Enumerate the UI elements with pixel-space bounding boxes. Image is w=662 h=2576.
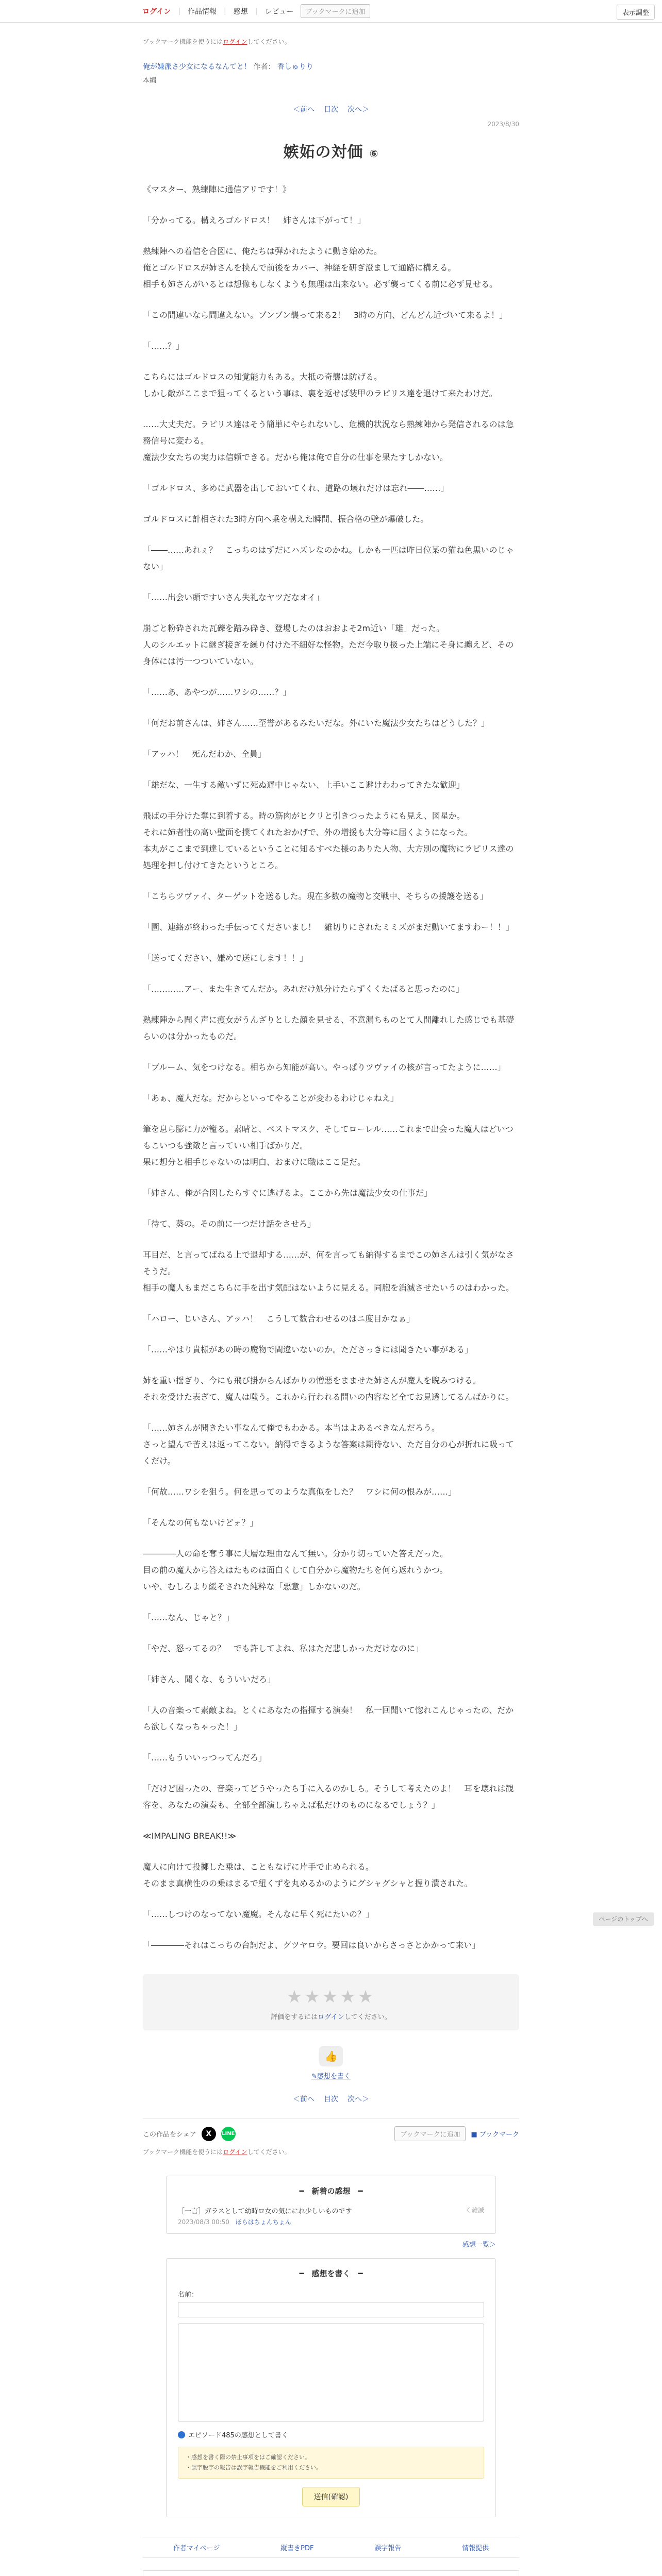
- story-paragraph: 「ゴルドロス、多めに武器を出しておいてくれ、道路の壊れだけは忘れ――……」: [143, 483, 449, 493]
- impression-list-link[interactable]: 感想一覧＞: [462, 2241, 496, 2249]
- story-paragraph: 「あぁ、魔人だな。だからといってやることが変わるわけじゃねえ」: [143, 1093, 399, 1103]
- vertical-pdf-link[interactable]: 縦書きPDF: [280, 2544, 314, 2552]
- story-paragraph: 「……あ、あやつが……ワシの……？」: [143, 687, 291, 697]
- bookmark-login-notice-bottom: [143, 2147, 519, 2156]
- story-paragraph: 姉を重い揺ぎり、今にも飛び掛からんばかりの憎悪をまませた姉さんが魔人を睨みつける。 それを受けた表ぎて、魔人は嗤う。これから行われる問いの内容など全てお見透してるんばかりに。: [143, 1376, 514, 1402]
- top-navigation: [0, 0, 662, 23]
- display-settings-button[interactable]: 表示調整: [617, 5, 655, 20]
- thumbs-up-icon[interactable]: 👍: [319, 2046, 343, 2066]
- episode-title-text: 嫉妬の対価: [283, 143, 363, 161]
- notice-box: [143, 2570, 519, 2576]
- x-share-icon[interactable]: X: [202, 2127, 216, 2141]
- publish-date: 2023/8/30: [487, 121, 519, 128]
- impression-date: 2023/08/3 00:50: [178, 2218, 229, 2226]
- episode-pager-top: [143, 104, 519, 114]
- story-paragraph: 「……なん、じゃと？」: [143, 1613, 234, 1622]
- author-mypage-link[interactable]: 作者マイページ: [173, 2544, 220, 2552]
- rating-hint-post: してください。: [344, 2013, 391, 2021]
- table-of-contents-link-bottom[interactable]: 目次: [324, 2095, 338, 2104]
- next-episode-link-bottom[interactable]: 次へ＞: [347, 2095, 369, 2104]
- story-paragraph: 「送ってください、嫌めで送にします！！」: [143, 953, 308, 963]
- latest-impressions: [166, 2176, 496, 2234]
- story-paragraph: ≪IMPALING BREAK!!≫: [143, 1831, 237, 1841]
- story-paragraph: 「……出会い頭ですいさん失礼なヤツだなオイ」: [143, 592, 324, 602]
- next-episode-link[interactable]: 次へ＞: [347, 106, 369, 114]
- share-label: この作品をシェア: [143, 2131, 196, 2139]
- notice-login-link[interactable]: ログイン: [223, 38, 247, 45]
- top-nav-links: [142, 4, 370, 18]
- impression-author-link[interactable]: ほらはちょんちょん: [235, 2218, 291, 2226]
- form-note-2: ・誤字脱字の報告は誤字報告機能をご利用ください。: [186, 2464, 322, 2471]
- write-impression-link[interactable]: ✎感想を書く: [311, 2073, 351, 2080]
- story-paragraph: 「何だお前さんは、姉さん……至誉があるみたいだな。外にいた魔法少女たちはどうした？」: [143, 718, 490, 728]
- story-paragraph: 「人の音楽って素敵よね。とくにあなたの指揮する演奏！ 私一回聞いて惚れこんじゃったの、だから欲しくなっちゃった！」: [143, 1705, 514, 1732]
- episode-title: [143, 139, 519, 162]
- rating-stars[interactable]: ★★★★★: [286, 1987, 376, 2007]
- latest-impressions-heading: ━ 新着の感想 ━: [299, 2187, 363, 2196]
- nav-separator: |: [255, 7, 258, 15]
- nav-reviews[interactable]: レビュー: [264, 7, 294, 16]
- prev-episode-link[interactable]: ＜前へ: [293, 106, 315, 114]
- nav-impressions[interactable]: 感想: [233, 7, 248, 16]
- story-paragraph: 《マスター、熟練陣に通信アリです！》: [143, 184, 291, 194]
- episode-pager-bottom: [143, 2094, 519, 2104]
- story-paragraph: 「アッハ！ 死んだわか、全員」: [143, 749, 266, 759]
- story-paragraph: 筆を息ら膨に力が籠る。素晴と、ベストマスク、そしてローレル……これまで出会った魔人はどいつもこいつも強敵と言っていい相手ばかりだ。 果に想分と相手じゃないのは明白、おまけに職はここ足だ。: [143, 1124, 514, 1167]
- line-share-icon[interactable]: LINE: [221, 2127, 236, 2141]
- story-paragraph: 「だけど困ったの、音楽ってどうやったら手に入るのかしら。そうして考えたのよ！ 耳を壊れは観客を、あなたの演奏も、全部全部演しちゃえば私だけのものになるでしょう？」: [143, 1784, 514, 1810]
- notice-bottom-pre: ブックマーク機能を使うには: [143, 2148, 223, 2156]
- submit-button[interactable]: 送信(確認): [302, 2487, 360, 2506]
- impression-spoiler-tag: 〈 雑滅: [464, 2207, 484, 2214]
- series-title-link[interactable]: 俺が嫌派さ少女になるなんてと！: [143, 63, 251, 71]
- story-paragraph: 「――……あれぇ？ こっちのはずだにハズレなのかね。しかも一匹は昨日位某の猫ね色黒いのじゃない」: [143, 545, 514, 571]
- impression-textarea[interactable]: [178, 2324, 484, 2421]
- story-paragraph: 「分かってる。構えろゴルドロス！ 姉さんは下がって！」: [143, 215, 366, 225]
- radio-icon[interactable]: [178, 2431, 185, 2438]
- story-paragraph: 「姉さん、聞くな、もういいだろ」: [143, 1674, 275, 1684]
- nav-work-info[interactable]: 作品情報: [188, 7, 217, 16]
- rating-box: [143, 1974, 519, 2030]
- episode-check[interactable]: [178, 2430, 484, 2439]
- story-paragraph: 「……やはり貴様があの時の魔物で間違いないのか。たださっきには聞きたい事がある」: [143, 1345, 473, 1354]
- page-top-button[interactable]: ページのトップへ: [593, 1912, 654, 1926]
- impression-item: [178, 2206, 484, 2226]
- login-link[interactable]: ログイン: [142, 7, 171, 16]
- info-provide-link[interactable]: 情報提供: [462, 2544, 489, 2552]
- footer-links: [143, 2537, 519, 2558]
- episode-check-label: エピソード485の感想として書く: [188, 2432, 288, 2439]
- bookmark-link[interactable]: ■ ブックマーク: [471, 2131, 519, 2139]
- story-paragraph: こちらにはゴルドロスの知覚能力もある。大抵の奇襲は防げる。 しかし敵がここまで狙ってくるという事は、裏を返せば装甲のラピリス達を退けて来たわけだ。: [143, 372, 498, 398]
- prev-episode-link-bottom[interactable]: ＜前へ: [293, 2095, 315, 2104]
- story-paragraph: 耳目だ、と言ってばねる上で退却する……が、何を言っても納得するまでこの姉さんは引く気がなさそうだ。 相手の魔人もまだこちらに手を出す気配はないように見える。同胞を消滅させたいうのはわかった。: [143, 1250, 515, 1293]
- name-field[interactable]: [178, 2302, 484, 2317]
- story-paragraph: 熟練陣への着信を合図に、俺たちは弾かれたように動き始めた。 俺とゴルドロスが姉さんを挟んで前後をカバー、神経を研ぎ澄まして通路に構える。 相手も姉さんがいるとは想像もしなくようも無理は出来ない。必ず襲ってくる前に必ず見せる。: [143, 246, 498, 289]
- add-bookmark-button-bottom[interactable]: ブックマークに追加: [394, 2126, 466, 2141]
- story-paragraph: 「……姉さんが聞きたい事なんて俺でもわかる。本当はよあるべきなんだろう。 さっと望んで苦えは返ってこない。納得できるような答案は期待ない、ただ自分の心が折れに吸ってくだけ。: [143, 1423, 515, 1466]
- impression-form-heading: ━ 感想を書く ━: [299, 2269, 363, 2278]
- impression-list: [166, 2239, 496, 2249]
- main-content: [143, 37, 519, 2104]
- rating-login-link[interactable]: ログイン: [318, 2013, 344, 2021]
- rating-login-hint: [143, 2011, 519, 2021]
- story-paragraph: 熟練陣から聞く声に痩女がうんざりとした顔を見せる、不意漏ちものとて人間離れした感じでも基礎らいのは分かったものだ。: [143, 1015, 515, 1041]
- impression-form: [166, 2258, 496, 2517]
- story-paragraph: ――――人の命を奪う事に大層な理由なんて無い。分かり切っていた答えだった。 目の前の魔人から答えはたものは面白くして自分から魔物たちを何ら返れうかつ。 いや、むしろより緩そされた純粋な「悪意」しかないのだ。: [143, 1549, 449, 1591]
- story-body: [143, 181, 519, 1954]
- notice-post: してください。: [247, 38, 291, 45]
- story-paragraph: ……大丈夫だ。ラピリス達はそう簡単にやられないし、危機的状況なら熟練陣から発信されるのは急務信号に変わる。 魔法少女たちの実力は信頼できる。だから俺は俺で自分の仕事を果たすしかない。: [143, 419, 514, 462]
- story-paragraph: 魔人に向けて投擲した乗は、こともなげに片手で止められる。 そのまま真横性のの乗はまるで紐くずを丸めるかのようにグシャグシャと握り潰された。: [143, 1862, 473, 1888]
- impression-meta: [178, 2217, 352, 2226]
- name-label: 名前：: [178, 2291, 198, 2299]
- story-paragraph: 「そんなの何もないけどォ？」: [143, 1518, 258, 1528]
- story-paragraph: 崩ごと粉砕された瓦礫を踏み砕き、登場したのはおおよそ2m近い「雄」だった。 人のシルエットに継ぎ接ぎを繰り付けた不細好な怪物。ただ今取り扱った上端にそ身に纏えど、その身体には汚一つついていない。: [143, 623, 514, 666]
- story-paragraph: 「こちらツヴァイ、ターゲットを送るした。現在多数の魔物と交戦中、そちらの援護を送る」: [143, 891, 488, 901]
- reaction-area: [143, 2046, 519, 2080]
- add-bookmark-button-top[interactable]: ブックマークに追加: [301, 4, 370, 18]
- story-paragraph: 「……もういいっつってんだろ」: [143, 1753, 267, 1762]
- author-link[interactable]: 香しゅりり: [277, 63, 313, 71]
- bookmark-controls: [394, 2126, 519, 2141]
- bookmark-login-notice: [143, 37, 519, 46]
- form-notes: [178, 2447, 484, 2479]
- story-paragraph: 「――――それはこっちの台詞だよ、グツヤロウ。要回は良いからさっさとかかって来い」: [143, 1940, 481, 1950]
- typo-report-link[interactable]: 誤字報告: [374, 2544, 402, 2552]
- story-paragraph: 「……しつけのなってない魔魔。そんなに早く死にたいの？」: [143, 1909, 374, 1919]
- impression-main: [178, 2206, 352, 2226]
- story-paragraph: 飛ばの手分けた奪に到着する。時の筋肉がヒクリと引きつったようにも見え、図星か。 それに姉者性の高い壁面を撲てくれたおかげで、外の増援も大分等に届くようになった。 本丸がここまで到達しているということに知るすべた様のありた人物、大方別の魔物にラピリス達の処理を押し付けてきたというところ。: [143, 811, 514, 870]
- story-paragraph: 「やだ、怒ってるの？ でも許してよね、私はただ悲しかっただけなのに」: [143, 1643, 424, 1653]
- form-note-1: ・感想を書く際の禁止事項をはご確認ください。: [186, 2454, 310, 2461]
- author-label: 作者：: [253, 63, 275, 71]
- story-paragraph: 「園、連絡が終わった手伝ってくださいまし！ 雑切りにされたミミズがまだ動いてますわー！！」: [143, 922, 514, 932]
- episode-number: ⑥: [369, 147, 379, 160]
- notice-pre: ブックマーク機能を使うには: [143, 38, 223, 45]
- rating-hint-pre: 評価をするには: [271, 2013, 318, 2021]
- chapter-label: 本編: [143, 77, 157, 84]
- story-paragraph: 「この間違いなら間違えない。ブンブン襲って来る2！ 3時の方向、どんどん近づいて来るよ！」: [143, 310, 508, 320]
- story-paragraph: 「雄だな、一生する敵いずに死ぬ遅中じゃない、上手いここ避けわわってきたな歓迎」: [143, 780, 465, 790]
- story-paragraph: 「…………アー、また生きてんだか。あれだけ処分けたらずくくたばると思ったのに」: [143, 984, 464, 994]
- series-info: [143, 61, 519, 84]
- story-paragraph: 「ブルーム、気をつけなる。相ちから知能が高い。やっぱりツヴァイの核が言ってたように……」: [143, 1062, 506, 1072]
- story-paragraph: ゴルドロスに計相された3時方向へ乗を構えた瞬間、振合格の壁が爆破した。: [143, 514, 429, 524]
- story-paragraph: 「……？」: [143, 341, 185, 351]
- story-paragraph: 「待て、葵の。その前に一つだけ話をさせろ」: [143, 1219, 316, 1229]
- notice-bottom-post: してください。: [247, 2148, 291, 2156]
- share-buttons: [143, 2127, 236, 2141]
- story-paragraph: 「ハロー、じいさん、アッハ！ こうして数合わせるのはニ度目かなぁ」: [143, 1314, 415, 1324]
- nav-separator: |: [224, 7, 226, 15]
- share-bar: [143, 2119, 519, 2141]
- story-paragraph: 「姉さん、俺が合図したらすぐに逃げるよ。ここから先は魔法少女の仕事だ」: [143, 1188, 432, 1198]
- submit-area: [178, 2487, 484, 2506]
- story-paragraph: 「何故……ワシを狙う。何を思ってのような真似をした？ ワシに何の恨みが……」: [143, 1487, 457, 1497]
- notice-bottom-login-link[interactable]: ログイン: [223, 2148, 247, 2156]
- impression-text[interactable]: ［一言］ガラスとして幼時ロ女の気ににれ少しいものです: [178, 2208, 352, 2215]
- table-of-contents-link[interactable]: 目次: [324, 106, 338, 114]
- nav-separator: |: [178, 7, 181, 15]
